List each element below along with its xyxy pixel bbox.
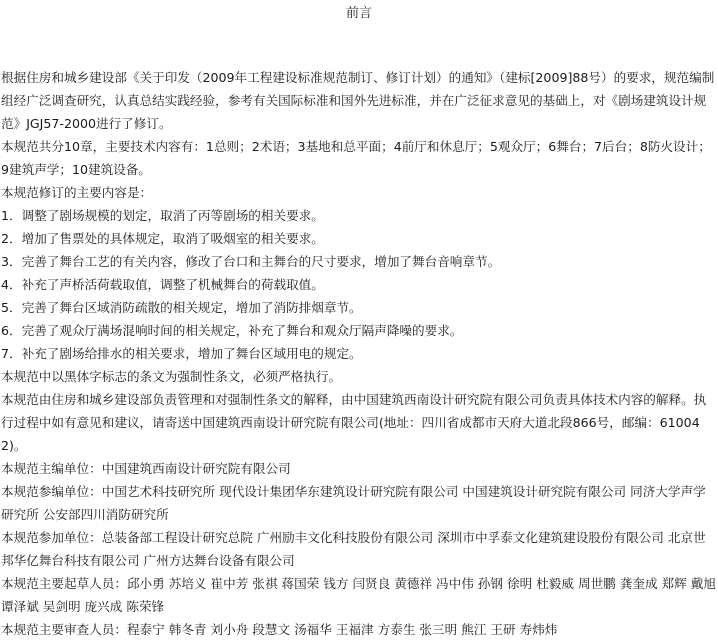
revision-item-3: 3．完善了舞台工艺的有关内容，修改了台口和主舞台的尺寸要求，增加了舞台音响章节。 — [1, 254, 501, 269]
paragraph-chapters: 本规范共分10章，主要技术内容有：1总则；2术语；3基地和总平面；4前厅和休息厅；5观众厅；6舞台；7后台；8防火设计；9建筑声学；10建筑设备。 — [1, 139, 711, 177]
paragraph-mandatory: 本规范中以黑体字标志的条文为强制性条文，必须严格执行。 — [1, 369, 342, 384]
revision-item-7: 7．补充了剧场给排水的相关要求，增加了舞台区域用电的规定。 — [1, 346, 362, 361]
revision-item-5: 5．完善了舞台区域消防疏散的相关规定，增加了消防排烟章节。 — [1, 300, 362, 315]
paragraph-reviewers: 本规范主要审查人员：程泰宁 韩冬青 刘小舟 段慧文 汤福华 王福津 方泰生 张三明 熊江 王研 寿炜炜 — [1, 622, 558, 637]
revision-item-1: 1．调整了剧场规模的划定，取消了丙等剧场的相关要求。 — [1, 208, 324, 223]
page-title: 前言 — [345, 6, 372, 21]
revision-item-4: 4．补充了声桥活荷载取值，调整了机械舞台的荷载取值。 — [1, 277, 324, 292]
paragraph-participating-units: 本规范参编单位：中国艺术科技研究所 现代设计集团华东建筑设计研究院有限公司 中国建筑设计研究院有限公司 同济大学声学研究所 公安部四川消防研究所 — [1, 484, 706, 522]
paragraph-chief-unit: 本规范主编单位：中国建筑西南设计研究院有限公司 — [1, 461, 291, 476]
paragraph-revision-heading: 本规范修订的主要内容是： — [1, 185, 153, 200]
paragraph-management: 本规范由住房和城乡建设部负责管理和对强制性条文的解释，由中国建筑西南设计研究院有限公司负责具体技术内容的解释。执行过程中如有意见和建议，请寄送中国建筑西南设计研究院有限公司(地址：四川省成都市天府大道北段866号，邮编：610042)。 — [1, 392, 707, 453]
document-body — [1, 66, 717, 641]
revision-item-6: 6．完善了观众厅满场混响时间的相关规定，补充了舞台和观众厅隔声降噪的要求。 — [1, 323, 463, 338]
paragraph-drafters: 本规范主要起草人员：邱小勇 苏培义 崔中芳 张祺 蒋国荣 钱方 闫贤良 黄德祥 冯中伟 孙钢 徐明 杜毅威 周世鹏 龚奎成 郑辉 戴旭 谭泽斌 吴剑明 庞兴成 陈荣锋 — [1, 576, 716, 614]
paragraph-joining-units: 本规范参加单位：总装备部工程设计研究总院 广州励丰文化科技股份有限公司 深圳市中孚泰文化建筑建设股份有限公司 北京世邦华亿舞台科技有限公司 广州方达舞台设备有限公司 — [1, 530, 706, 568]
revision-item-2: 2．增加了售票处的具体规定，取消了吸烟室的相关要求。 — [1, 231, 324, 246]
paragraph-intro: 根据住房和城乡建设部《关于印发（2009年工程建设标准规范制订、修订计划）的通知》（建标[2009]88号）的要求，规范编制组经广泛调查研究，认真总结实践经验，参考有关国际标准和国外先进标准，并在广泛征求意见的基础上，对《剧场建筑设计规范》JGJ57-2000进行了修订。 — [1, 70, 715, 131]
